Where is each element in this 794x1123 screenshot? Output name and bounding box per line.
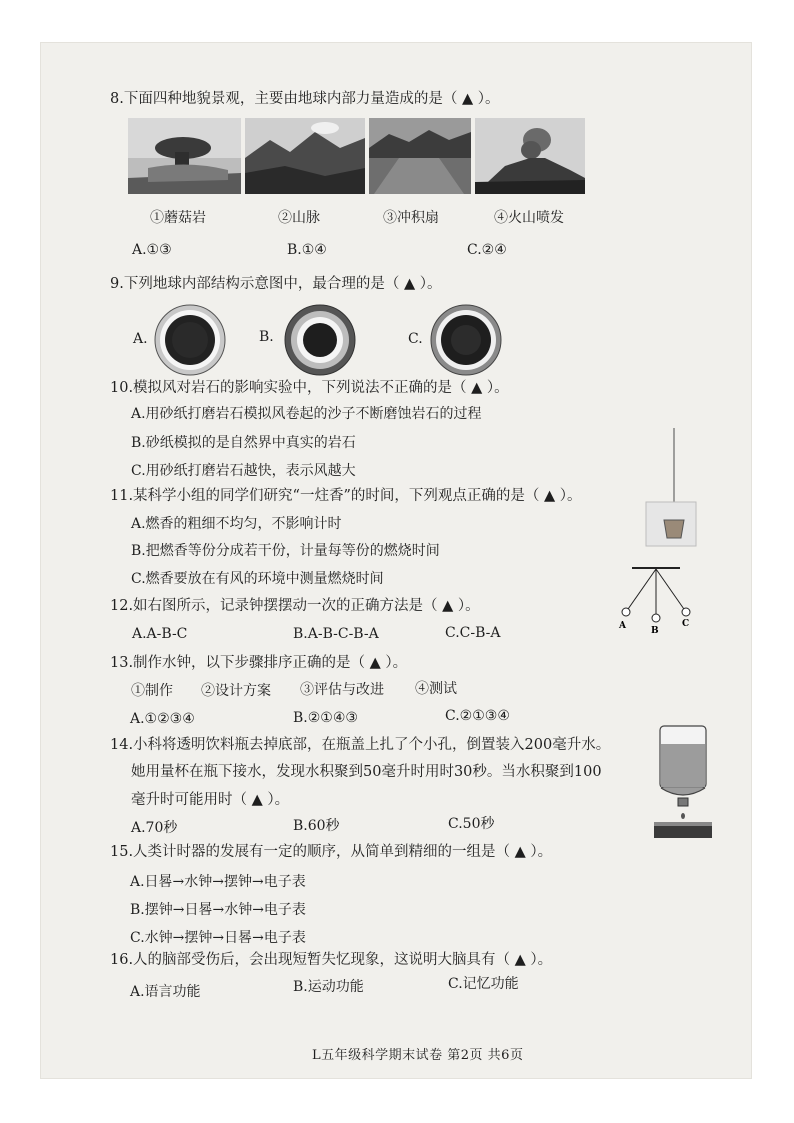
q15-option-a: A.日晷→水钟→摆钟→电子表 [130, 874, 306, 890]
question-15-stem: 15.人类计时器的发展有一定的顺序，从简单到精细的一组是（ ▲ ）。 [110, 844, 553, 860]
q10-option-c: C.用砂纸打磨岩石越快，表示风越大 [131, 463, 356, 479]
q13-step-1: ①制作 [131, 683, 173, 699]
pendulum-label-c: C [682, 619, 690, 629]
q14-option-c: C.50秒 [448, 816, 495, 832]
q9-label-c: C. [408, 331, 423, 347]
q16-option-b: B.运动功能 [293, 979, 364, 995]
q8-caption-3: ③冲积扇 [383, 210, 439, 226]
question-10-stem: 10.模拟风对岩石的影响实验中，下列说法不正确的是（ ▲ ）。 [110, 380, 509, 396]
q13-option-c: C.②①③④ [445, 708, 510, 724]
question-11-stem: 11.某科学小组的同学们研究“一炷香”的时间，下列观点正确的是（ ▲ ）。 [110, 488, 582, 504]
q13-option-b: B.②①④③ [293, 710, 358, 726]
q8-option-c: C.②④ [467, 242, 507, 258]
question-13-stem: 13.制作水钟，以下步骤排序正确的是（ ▲ ）。 [110, 655, 408, 671]
q8-caption-1: ①蘑菇岩 [150, 210, 206, 226]
earth-structure-diagram-b [282, 302, 358, 378]
q13-step-4: ④测试 [415, 681, 457, 697]
q12-option-c: C.C-B-A [445, 625, 501, 641]
earth-structure-diagram-a [152, 302, 228, 378]
q12-option-a: A.A-B-C [132, 626, 188, 642]
pendulum-label-a: A [619, 621, 626, 631]
earth-structure-diagram-c [428, 302, 504, 378]
question-14-stem-line-3: 毫升时可能用时（ ▲ ）。 [131, 792, 290, 808]
q11-option-c: C.燃香要放在有风的环境中测量燃烧时间 [131, 571, 384, 587]
q8-caption-4: ④火山喷发 [494, 210, 564, 226]
q10-option-b: B.砂纸模拟的是自然界中真实的岩石 [131, 435, 356, 451]
q15-option-c: C.水钟→摆钟→日晷→电子表 [130, 930, 306, 946]
volcano-eruption-photo [475, 118, 585, 194]
pendulum-label-b: B [651, 626, 659, 634]
exam-sheet [40, 42, 752, 1079]
question-9-stem: 9.下列地球内部结构示意图中，最合理的是（ ▲ ）。 [110, 276, 442, 292]
q11-option-b: B.把燃香等份分成若干份，计量每等份的燃烧时间 [131, 543, 440, 559]
question-12-stem: 12.如右图所示，记录钟摆摆动一次的正确方法是（ ▲ ）。 [110, 598, 480, 614]
q13-step-2: ②设计方案 [201, 683, 271, 699]
q16-option-a: A.语言功能 [130, 984, 201, 1000]
q15-option-b: B.摆钟→日晷→水钟→电子表 [130, 902, 306, 918]
q8-option-b: B.①④ [287, 242, 327, 258]
q11-option-a: A.燃香的粗细不均匀，不影响计时 [131, 516, 342, 532]
question-14-stem-line-1: 14.小科将透明饮料瓶去掉底部，在瓶盖上扎了个小孔，倒置装入200毫升水。 [110, 737, 611, 753]
water-clock-figure [652, 722, 714, 840]
page-footer: L五年级科学期末试卷 第2页 共6页 [312, 1048, 524, 1063]
mountain-photo [245, 118, 365, 194]
incense-burner-figure [644, 428, 700, 548]
q8-option-a: A.①③ [132, 242, 172, 258]
pendulum-figure [616, 564, 696, 634]
alluvial-fan-photo [369, 118, 471, 194]
q10-option-a: A.用砂纸打磨岩石模拟风卷起的沙子不断磨蚀岩石的过程 [131, 406, 482, 422]
q12-option-b: B.A-B-C-B-A [293, 626, 379, 642]
q13-step-3: ③评估与改进 [300, 682, 384, 698]
question-14-stem-line-2: 她用量杯在瓶下接水，发现水积聚到50毫升时用时30秒。当水积聚到100 [131, 764, 602, 780]
q16-option-c: C.记忆功能 [448, 976, 519, 992]
q13-option-a: A.①②③④ [130, 711, 195, 727]
question-8-stem: 8.下面四种地貌景观，主要由地球内部力量造成的是（ ▲ ）。 [110, 91, 500, 107]
mushroom-rock-photo [128, 118, 241, 194]
question-16-stem: 16.人的脑部受伤后，会出现短暂失忆现象，这说明大脑具有（ ▲ ）。 [110, 952, 553, 968]
q8-caption-2: ②山脉 [278, 210, 320, 226]
q14-option-a: A.70秒 [131, 820, 178, 836]
q9-label-b: B. [259, 329, 274, 345]
q9-label-a: A. [133, 331, 148, 347]
q14-option-b: B.60秒 [293, 818, 340, 834]
